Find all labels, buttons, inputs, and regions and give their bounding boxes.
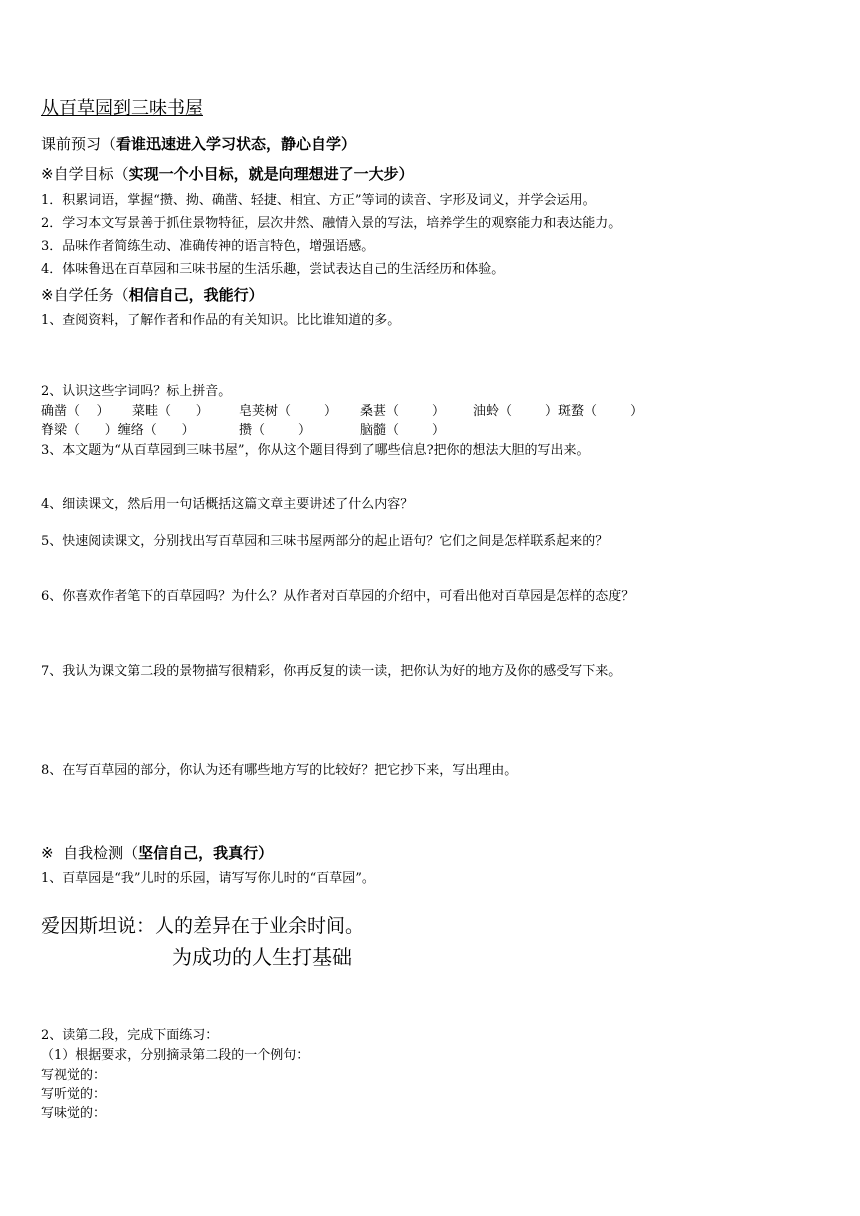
- goals-note: 实现一个小目标，就是向理想进了一大步）: [128, 165, 414, 183]
- goals-label: ※自学目标（: [41, 165, 129, 183]
- einstein-quote: 爱因斯坦说：人的差异在于业余时间。: [41, 915, 365, 937]
- task-question-5: 5、快速阅读课文，分别找出写百草园和三味书屋两部分的起止语句？它们之间是怎样联系起来的？: [41, 534, 609, 549]
- vocab-item: 脊梁（ ）缠络（ ）: [41, 423, 195, 438]
- motto: 为成功的人生打基础: [172, 945, 352, 969]
- goal-item-4: 4．体味鲁迅在百草园和三味书屋的生活乐趣，尝试表达自己的生活经历和体验。: [41, 262, 505, 277]
- task-question-1: 1、查阅资料，了解作者和作品的有关知识。比比谁知道的多。: [41, 313, 401, 328]
- check-note: 坚信自己，我真行）: [138, 844, 274, 862]
- vocab-item: 菜畦（ ）: [132, 404, 209, 419]
- exercise-visual: 写视觉的：: [41, 1068, 107, 1083]
- page-title: 从百草园到三味书屋: [41, 98, 203, 119]
- preview-label: 课前预习（: [41, 135, 117, 153]
- check-question-1: 1、百草园是“我”儿时的乐园，请写写你儿时的“百草园”。: [41, 871, 375, 886]
- goal-item-1: 1．积累词语，掌握“攒、拗、确凿、轻捷、相宜、方正”等词的读音、字形及词义，并学会运用。: [41, 193, 596, 208]
- vocab-item: 确凿（ ）: [41, 404, 110, 419]
- exercise-sub-1: （1）根据要求，分别摘录第二段的一个例句：: [41, 1048, 310, 1063]
- exercise-question-2: 2、读第二段，完成下面练习：: [41, 1028, 219, 1043]
- check-heading: [41, 842, 273, 863]
- vocab-item: 桑葚（ ）: [360, 404, 446, 419]
- goal-item-2: 2．学习本文写景善于抓住景物特征，层次井然、融情入景的写法，培养学生的观察能力和表达能力。: [41, 216, 622, 231]
- vocab-row-1: [41, 400, 741, 418]
- exercise-taste: 写味觉的：: [41, 1106, 107, 1121]
- exercise-auditory: 写听觉的：: [41, 1087, 107, 1102]
- task-question-8: 8、在写百草园的部分，你认为还有哪些地方写的比较好？把它抄下来，写出理由。: [41, 763, 518, 778]
- vocab-item: 油蛉（ ）斑蝥（ ）: [473, 404, 644, 419]
- task-question-7: 7、我认为课文第二段的景物描写很精彩，你再反复的读一读，把你认为好的地方及你的感受写下来。: [41, 664, 622, 679]
- vocab-item: 攒（ ）: [239, 423, 312, 438]
- tasks-label: ※自学任务（: [41, 286, 129, 304]
- task-question-6: 6、你喜欢作者笔下的百草园吗？为什么？从作者对百草园的介绍中，可看出他对百草园是怎样的态度？: [41, 589, 635, 604]
- preview-heading: [41, 133, 356, 154]
- goal-item-3: 3．品味作者简练生动、准确传神的语言特色，增强语感。: [41, 239, 375, 254]
- tasks-note: 相信自己，我能行）: [128, 286, 264, 304]
- tasks-heading: [41, 284, 264, 305]
- vocab-item: 皂荚树（ ）: [239, 404, 338, 419]
- preview-note: 看谁迅速进入学习状态，静心自学）: [116, 135, 357, 153]
- vocab-row-2: [41, 419, 741, 437]
- check-label: ※ 自我检测（: [41, 844, 139, 862]
- vocab-item: 脑髓（ ）: [360, 423, 446, 438]
- task-question-3: 3、本文题为“从百草园到三味书屋”，你从这个题目得到了哪些信息?把你的想法大胆的写出来。: [41, 443, 590, 458]
- task-question-4: 4、细读课文，然后用一句话概括这篇文章主要讲述了什么内容？: [41, 497, 414, 512]
- goals-heading: [41, 163, 414, 184]
- task-question-2: 2、认识这些字词吗？标上拼音。: [41, 384, 232, 399]
